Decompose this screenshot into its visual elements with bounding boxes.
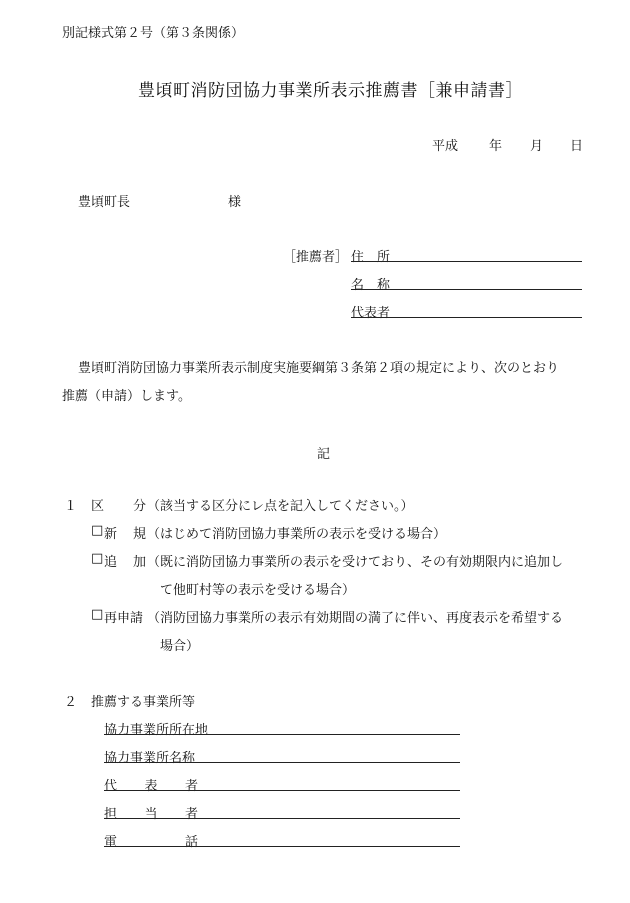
field-rep-char-3: 者 bbox=[184, 779, 198, 794]
checkbox-reapply[interactable]: □ bbox=[91, 607, 104, 622]
field-rep-label bbox=[104, 775, 198, 794]
field-phone-char-2: 話 bbox=[184, 835, 198, 850]
field-name-line[interactable] bbox=[104, 762, 460, 763]
addressee-honorific: 様 bbox=[228, 195, 242, 210]
checkbox-add[interactable]: □ bbox=[91, 551, 104, 566]
section1-label-b: 分 bbox=[133, 499, 147, 514]
field-contact-label bbox=[104, 803, 198, 822]
field-contact-char-1: 担 bbox=[104, 807, 118, 822]
field-name-label: 協力事業所名称 bbox=[104, 751, 196, 766]
option-add-desc: （既に消防団協力事業所の表示を受けており、その有効期限内に追加し bbox=[147, 555, 564, 570]
field-phone-line[interactable] bbox=[104, 846, 460, 847]
date-month: 月 bbox=[530, 139, 544, 154]
recommender-address-label: 住 所 bbox=[351, 250, 391, 265]
ki-heading: 記 bbox=[317, 447, 331, 462]
recommender-representative-line[interactable] bbox=[351, 317, 582, 318]
field-contact-char-2: 当 bbox=[144, 807, 158, 822]
recommender-name-label: 名 称 bbox=[351, 278, 391, 293]
field-contact-line[interactable] bbox=[104, 818, 460, 819]
date-era: 平成 bbox=[432, 139, 459, 154]
option-new-label-b: 規 bbox=[133, 527, 147, 542]
addressee-name: 豊頃町長 bbox=[78, 195, 131, 210]
section1-label-a: 区 bbox=[91, 499, 105, 514]
section2-heading: 推薦する事業所等 bbox=[91, 695, 196, 710]
field-rep-char-1: 代 bbox=[104, 779, 118, 794]
date-day: 日 bbox=[570, 139, 584, 154]
field-phone-label bbox=[104, 831, 198, 850]
field-rep-line[interactable] bbox=[104, 790, 460, 791]
option-add-label-b: 加 bbox=[133, 555, 147, 570]
document-title: 豊頃町消防団協力事業所表示推薦書［兼申請書］ bbox=[138, 81, 523, 101]
field-rep-char-2: 表 bbox=[144, 779, 158, 794]
form-reference: 別記様式第２号（第３条関係） bbox=[62, 26, 245, 41]
checkbox-new[interactable]: □ bbox=[91, 523, 104, 538]
field-contact-char-3: 者 bbox=[184, 807, 198, 822]
section1-instruction: （該当する区分にレ点を記入してください。） bbox=[147, 499, 414, 514]
field-phone-char-1: 電 bbox=[104, 835, 118, 850]
option-add-desc-cont: て他町村等の表示を受ける場合） bbox=[160, 583, 356, 598]
section1-number: １ bbox=[64, 499, 78, 514]
recommender-representative-label: 代表者 bbox=[351, 306, 391, 321]
option-add-label-a: 追 bbox=[104, 555, 118, 570]
option-new-desc: （はじめて消防団協力事業所の表示を受ける場合） bbox=[147, 527, 447, 542]
option-reapply-label: 再申請 bbox=[104, 611, 144, 626]
option-reapply-desc-cont: 場合） bbox=[160, 639, 200, 654]
field-location-line[interactable] bbox=[104, 734, 460, 735]
recommender-address-line[interactable] bbox=[351, 261, 582, 262]
section2-number: ２ bbox=[64, 695, 78, 710]
option-new-label-a: 新 bbox=[104, 527, 118, 542]
date-year: 年 bbox=[489, 139, 503, 154]
body-text-line-2: 推薦（申請）します。 bbox=[62, 389, 191, 404]
body-text-line-1: 豊頃町消防団協力事業所表示制度実施要綱第３条第２項の規定により、次のとおり bbox=[78, 361, 560, 376]
recommender-label: ［推薦者］ bbox=[283, 250, 349, 265]
field-location-label: 協力事業所所在地 bbox=[104, 723, 209, 738]
option-reapply-desc: （消防団協力事業所の表示有効期間の満了に伴い、再度表示を希望する bbox=[147, 611, 564, 626]
recommender-name-line[interactable] bbox=[351, 289, 582, 290]
